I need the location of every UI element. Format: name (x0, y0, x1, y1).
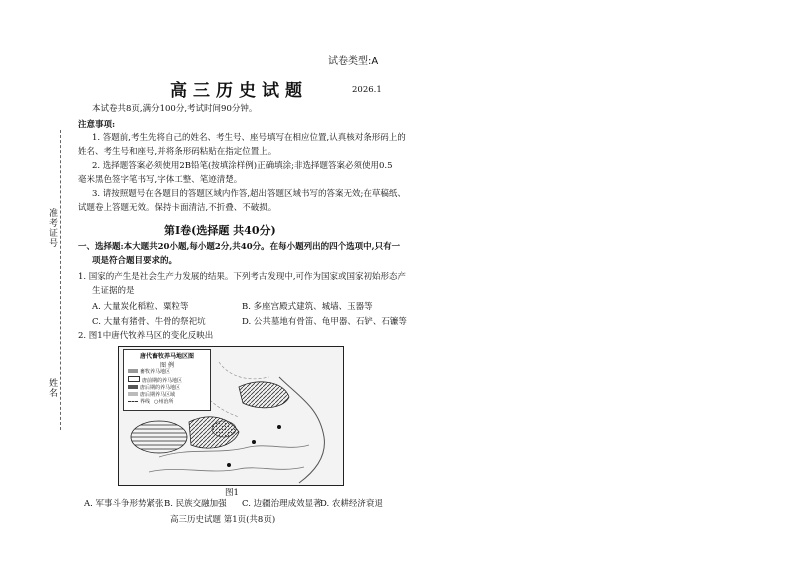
figure-caption: 图1 (225, 488, 239, 498)
note-line: 1. 答题前,考生先将自己的姓名、考生号、座号填写在相应位置,认真核对条形码上的 (92, 133, 406, 143)
tang-horse-map (118, 346, 344, 486)
note-line: 姓名、考生号和座号,并将条形码粘贴在指定位置上。 (78, 147, 277, 157)
paper-type: 试卷类型:A (328, 56, 379, 67)
notes-heading: 注意事项: (78, 120, 116, 130)
question-2-stem: 2. 图1中唐代牧养马区的变化反映出 (78, 331, 214, 341)
map-legend (123, 349, 211, 411)
question-1-stem: 生证据的是 (92, 286, 135, 296)
horse-region-west (131, 421, 187, 453)
note-line: 2. 选择题答案必须使用2B铅笔(按填涂样例)正确填涂;非选择题答案必须使用0.5 (92, 161, 393, 171)
legend-item: 唐后期养马区域 (128, 392, 210, 399)
exam-number-label: 准考证号 (47, 208, 57, 248)
question-2-option-b[interactable]: B. 民族交融加强 (164, 499, 227, 509)
legend-item: 界线 ○州治所 (128, 399, 210, 406)
page-footer: 高三历史试题 第1页(共8页) (170, 515, 276, 525)
page-title: 高三历史试题 (170, 81, 308, 101)
intro-text: 本试卷共8页,满分100分,考试时间90分钟。 (92, 104, 258, 114)
section-instruction: 一、选择题:本大题共20小题,每小题2分,共40分。在每小题列出的四个选项中,只有一 (78, 242, 401, 252)
legend-item: 畜牧养马地区 (128, 369, 210, 376)
question-1-stem: 1. 国家的产生是社会生产力发展的结果。下列考古发现中,可作为国家或国家初始形态产 (78, 272, 407, 282)
question-1-option-a[interactable]: A. 大量炭化稻粒、粟粒等 (92, 302, 189, 312)
note-line: 毫米黑色签字笔书写,字体工整、笔迹清楚。 (78, 175, 243, 185)
note-line: 试题卷上答题无效。保持卡面清洁,不折叠、不破损。 (78, 203, 277, 213)
question-1-option-d[interactable]: D. 公共墓地有骨笛、龟甲器、石铲、石镰等 (242, 317, 407, 327)
question-2-option-c[interactable]: C. 边疆治理成效显著 (242, 499, 322, 509)
question-1-option-c[interactable]: C. 大量有猪骨、牛骨的祭祀坑 (92, 317, 206, 327)
section-title: 第Ⅰ卷(选择题 共40分) (164, 224, 276, 237)
question-2-option-d[interactable]: D. 农耕经济衰退 (320, 499, 383, 509)
binding-line (60, 130, 61, 430)
legend-item: 唐后期的养马地区 (128, 385, 210, 392)
exam-date: 2026.1 (352, 85, 382, 95)
note-line: 3. 请按照题号在各题目的答题区域内作答,超出答题区域书写的答案无效;在草稿纸、 (92, 189, 406, 199)
horse-region-north (239, 382, 289, 408)
question-1-option-b[interactable]: B. 多座宫殿式建筑、城墙、玉器等 (242, 302, 373, 312)
map-title: 唐代畜牧养马地区图 (139, 353, 194, 360)
legend-title: 图 例 (160, 362, 174, 369)
name-label: 姓名 (47, 378, 57, 398)
legend-item: 唐前期的养马地区 (128, 376, 210, 385)
question-2-option-a[interactable]: A. 军事斗争形势紧张 (84, 499, 164, 509)
section-instruction: 项是符合题目要求的。 (92, 256, 178, 266)
horse-region-core (212, 421, 236, 437)
